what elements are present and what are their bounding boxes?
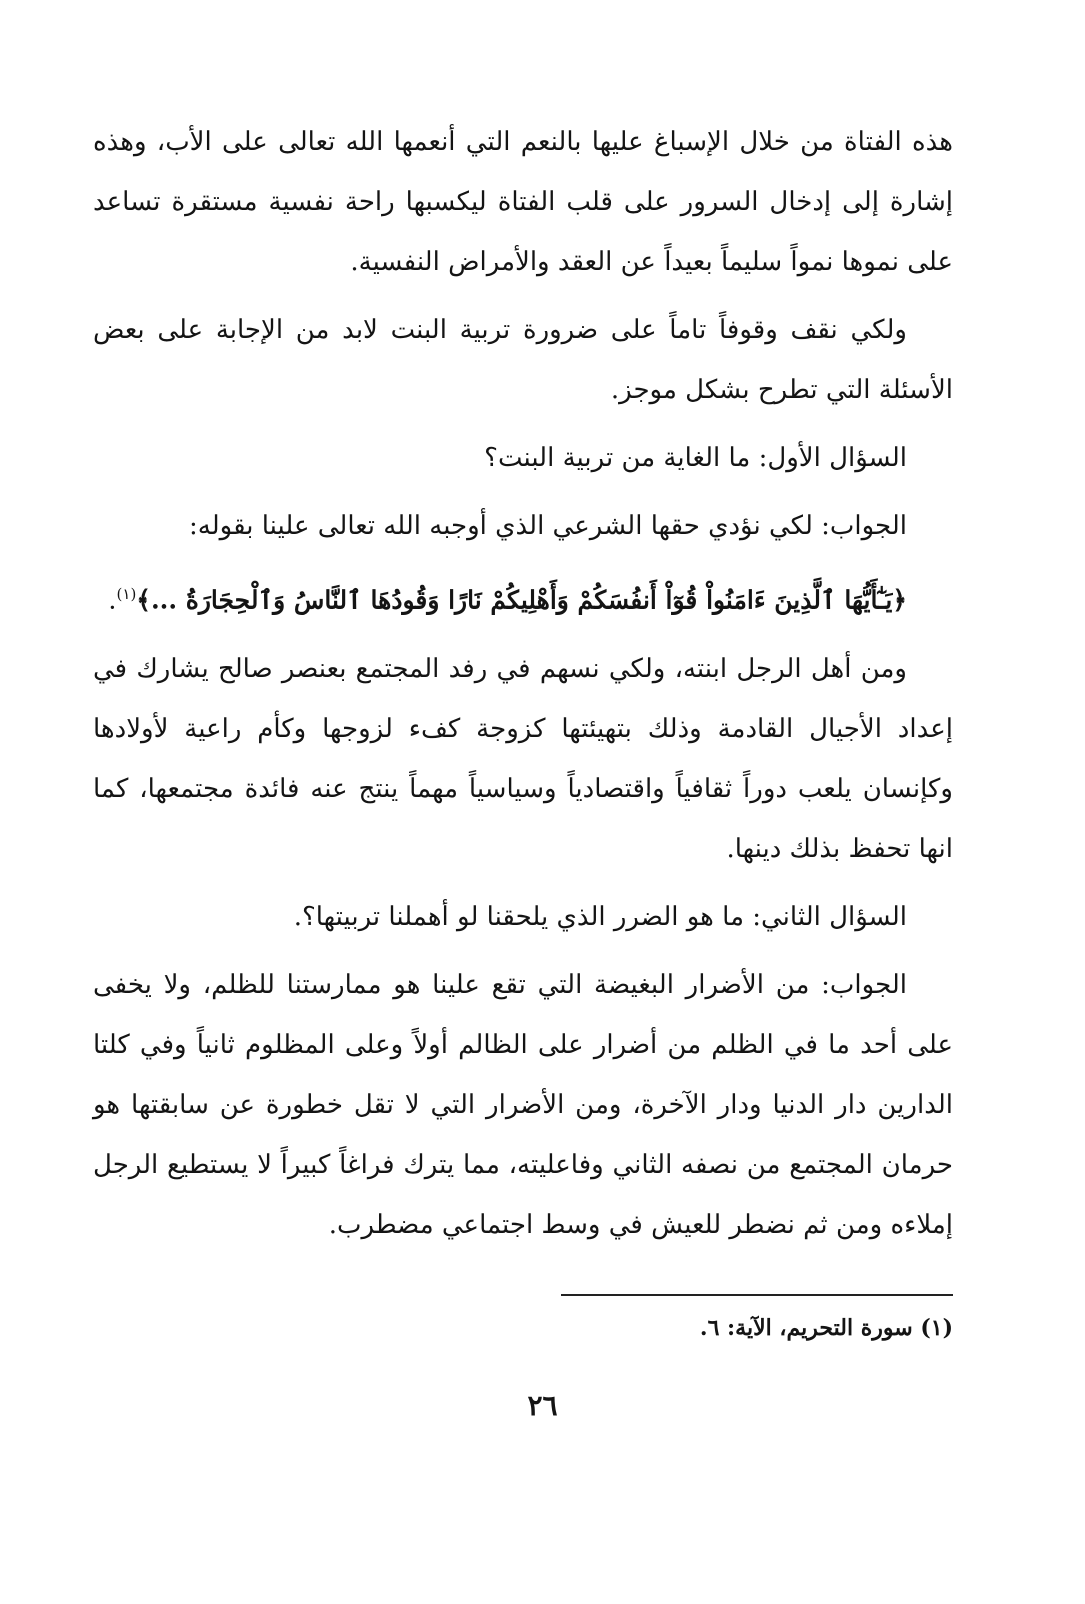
paragraph-upbringing-benefits: ومن أهل الرجل ابنته، ولكي نسهم في رفد المجتمع بعنصر صالح يشارك في إعداد الأجيال القادمة وذلك بتهيئتها كزوجة كفء لزوجها وكأم راعية لأولادها وكإنسان يلعب دوراً ثقافياً واقتصادياً وسياسياً مهماً ينتج عنه فائدة مجتمعها، كما انها تحفظ بذلك دينها.	[93, 653, 953, 864]
page-number: ٢٦	[527, 1389, 558, 1422]
book-page-body	[93, 112, 953, 1263]
paragraph-intro: هذه الفتاة من خلال الإسباغ عليها بالنعم التي أنعمها الله تعالى على الأب، وهذه إشارة إلى إدخال السرور على قلب الفتاة ليكسبها راحة نفسية مستقرة تساعد على نموها نمواً سليماً بعيداً عن العقد والأمراض النفسية.	[93, 127, 953, 277]
quran-verse-text: ﴿يَـٰٓأَيُّهَا ٱلَّذِينَ ءَامَنُواْ قُوٓاْ أَنفُسَكُمْ وَأَهْلِيكُمْ نَارًا وَقُودُهَا ٱلنَّاسُ وَٱلْحِجَارَةُ ...﴾	[136, 585, 907, 615]
question-one: السؤال الأول: ما الغاية من تربية البنت؟	[484, 443, 907, 473]
verse-end-mark: .	[108, 585, 117, 616]
answer-two: الجواب: من الأضرار البغيضة التي تقع علينا هو ممارستنا للظلم، ولا يخفى على أحد ما في الظلم من أضرار على الظالم أولاً وعلى المظلوم ثانياً وفي كلتا الدارين دار الدنيا ودار الآخرة، ومن الأضرار التي لا تقل خطورة عن سابقتها هو حرمان المجتمع من نصفه الثاني وفاعليته، مما يترك فراغاً كبيراً لا يستطيع الرجل إملاءه ومن ثم نضطر للعيش في وسط اجتماعي مضطرب.	[93, 969, 953, 1240]
footnote-reference: (١)	[116, 585, 137, 603]
quran-verse	[93, 564, 953, 631]
paragraph-questions-lead: ولكي نقف وقوفاً تاماً على ضرورة تربية البنت لابد من الإجابة على بعض الأسئلة التي تطرح بشكل موجز.	[93, 315, 953, 405]
question-two: السؤال الثاني: ما هو الضرر الذي يلحقنا لو أهملنا تربيتها؟.	[293, 901, 907, 932]
answer-one: الجواب: لكي نؤدي حقها الشرعي الذي أوجبه الله تعالى علينا بقوله:	[189, 511, 907, 541]
footnote-divider	[561, 1294, 953, 1296]
footnote: (١) سورة التحريم، الآية: ٦.	[699, 1315, 953, 1341]
